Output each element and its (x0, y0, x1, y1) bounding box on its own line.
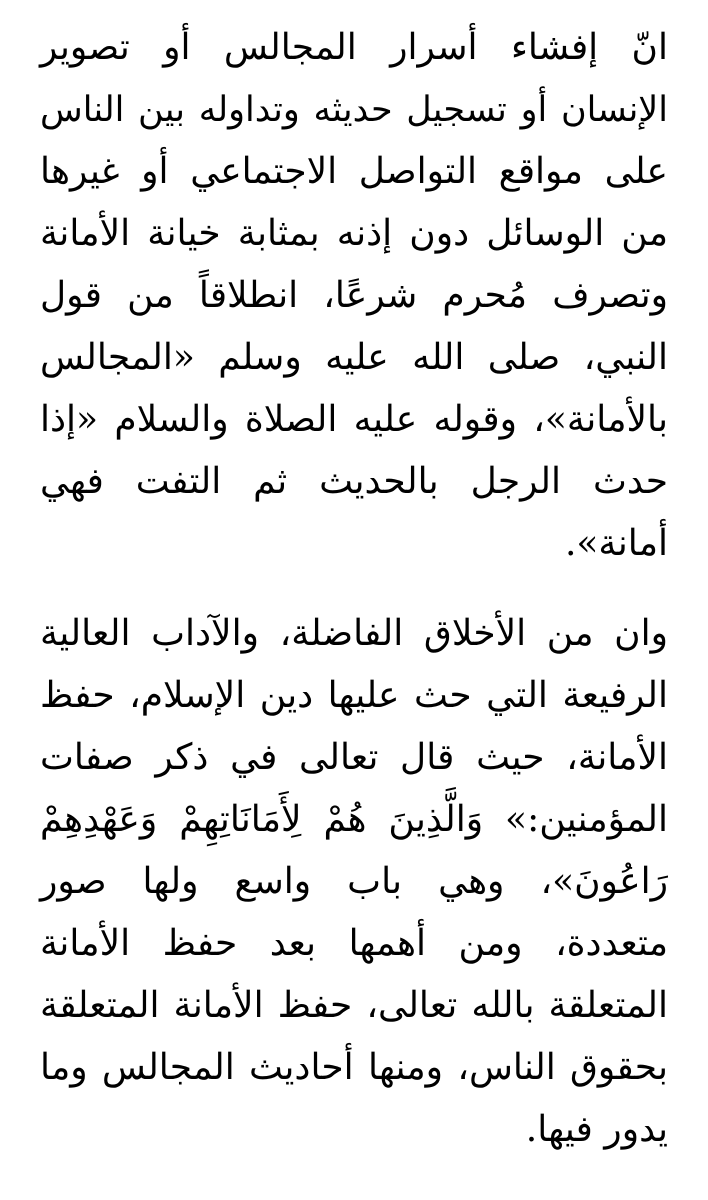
text-line: رَاعُونَ»، وهي باب واسع ولها صور (40, 861, 668, 902)
text-line: المتعلقة بالله تعالى، حفظ الأمانة المتعلقة (40, 985, 668, 1026)
text-line: حدث الرجل بالحديث ثم التفت فهي (40, 461, 668, 502)
text-line: النبي، صلى الله عليه وسلم «المجالس (40, 337, 668, 378)
text-line-last: يدور فيها. (525, 1109, 668, 1150)
text-line: بحقوق الناس، ومنها أحاديث المجالس وما (40, 1047, 668, 1088)
text-line: وتصرف مُحرم شرعًا، انطلاقاً من قول (40, 275, 668, 316)
text-line: وان من الأخلاق الفاضلة، والآداب العالية (40, 613, 668, 654)
text-line: انّ إفشاء أسرار المجالس أو تصوير (40, 27, 668, 68)
text-line: الإنسان أو تسجيل حديثه وتداوله بين الناس (40, 90, 668, 130)
text-line: على مواقع التواصل الاجتماعي أو غيرها (40, 151, 668, 192)
text-line-last: أمانة». (564, 523, 668, 564)
text-line: الأمانة، حيث قال تعالى في ذكر صفات (40, 737, 668, 778)
text-line: المؤمنين:» وَالَّذِينَ هُمْ لِأَمَانَاتِهِمْ وَعَهْدِهِمْ (40, 799, 668, 840)
text-line: متعددة، ومن أهمها بعد حفظ الأمانة (40, 923, 668, 964)
text-line: بالأمانة»، وقوله عليه الصلاة والسلام «إذا (40, 399, 668, 440)
text-line: من الوسائل دون إذنه بمثابة خيانة الأمانة (40, 213, 668, 254)
text-line: الرفيعة التي حث عليها دين الإسلام، حفظ (40, 675, 668, 716)
